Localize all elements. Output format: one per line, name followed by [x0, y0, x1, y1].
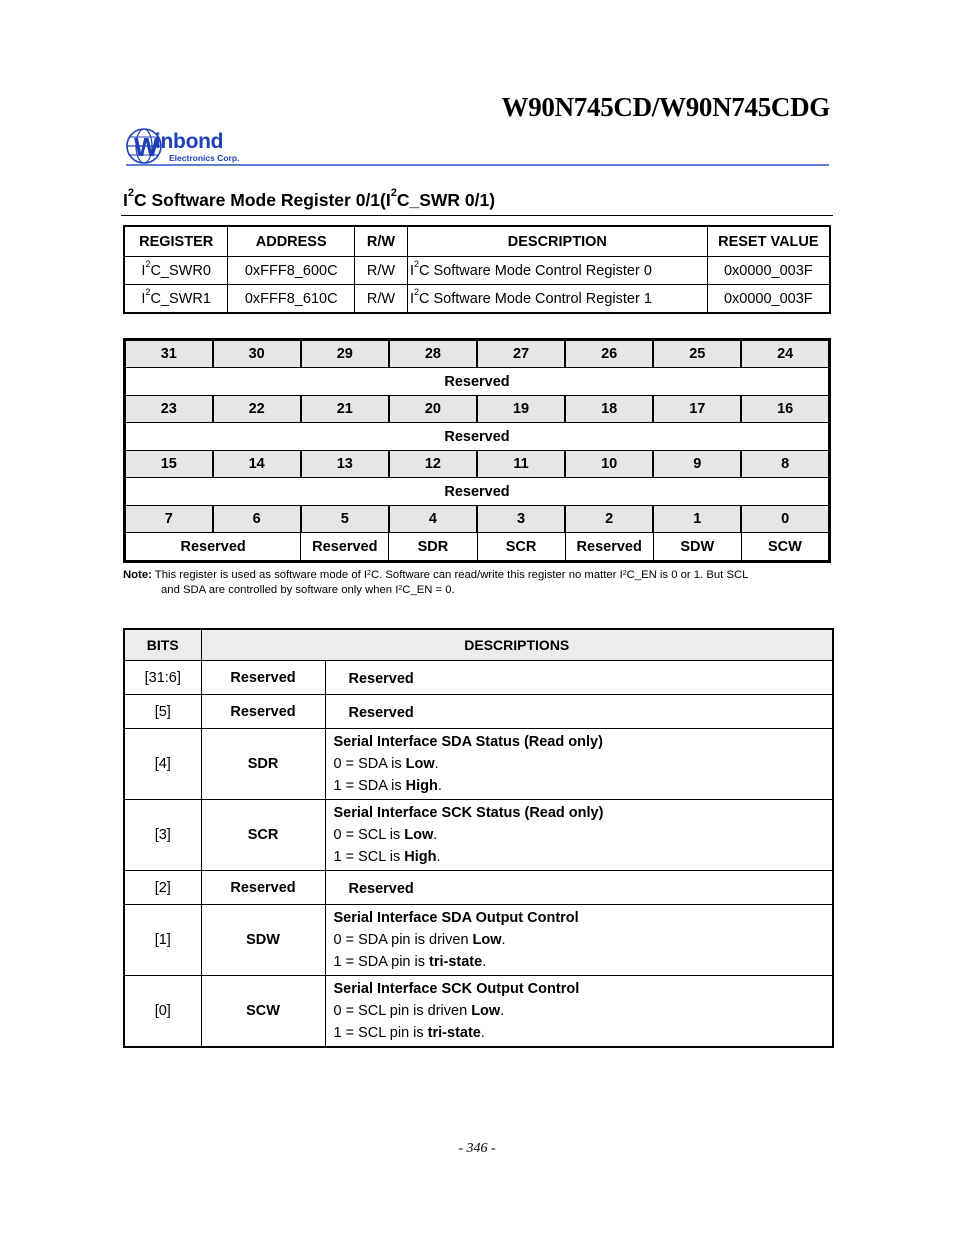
logo-brand-text: inbond: [155, 130, 224, 153]
register-address: 0xFFF8_600C: [228, 257, 355, 285]
bit-number: 25: [653, 340, 741, 368]
table-header-row: [124, 226, 830, 257]
header-reset-value: RESET VALUE: [707, 226, 830, 257]
register-description: $I^2C$ Software Mode Control Register 0: [407, 257, 707, 285]
bit-range: [1]: [124, 905, 201, 976]
table-header-row: [124, 629, 833, 661]
table-row: [124, 976, 833, 1048]
bit-field-reserved: Reserved: [565, 533, 653, 562]
bit-number: 22: [213, 396, 301, 423]
bit-number: 9: [653, 451, 741, 478]
bit-name: Reserved: [201, 661, 325, 695]
bit-number: 2: [565, 506, 653, 533]
bit-number: 17: [653, 396, 741, 423]
bit-description: Serial Interface SCK Status (Read only) 0 = SCL is Low. 1 = SCL is High.: [325, 800, 833, 871]
bit-description: Reserved: [325, 695, 833, 729]
logo-initial: W: [134, 132, 159, 162]
winbond-logo: [126, 126, 266, 166]
document-title: W90N745CD/W90N745CDG: [501, 92, 830, 122]
bit-field-row: [125, 478, 830, 506]
bit-field-reserved: Reserved: [125, 533, 301, 562]
header-rw: R/W: [355, 226, 408, 257]
register-name: $I^2C\_SWR0$: [124, 257, 228, 285]
bit-field-reserved: Reserved: [125, 368, 830, 396]
bit-name: SCW: [201, 976, 325, 1048]
bit-number: 13: [301, 451, 389, 478]
bit-field-row: [125, 423, 830, 451]
bit-number: 3: [477, 506, 565, 533]
bit-number: 26: [565, 340, 653, 368]
bit-name: Reserved: [201, 871, 325, 905]
bit-name: SDW: [201, 905, 325, 976]
bit-number: 24: [741, 340, 829, 368]
bit-number: 29: [301, 340, 389, 368]
register-address: 0xFFF8_610C: [228, 285, 355, 314]
bit-number: 4: [389, 506, 477, 533]
bit-number: 18: [565, 396, 653, 423]
bit-number: 21: [301, 396, 389, 423]
bit-field-scr: SCR: [477, 533, 565, 562]
bit-name: SDR: [201, 729, 325, 800]
table-row: [124, 800, 833, 871]
header-descriptions: DESCRIPTIONS: [201, 629, 833, 661]
table-row: [124, 257, 830, 285]
bit-field-sdr: SDR: [389, 533, 477, 562]
section-title: $I^2C$ Software Mode Register $0/1(I^2C\_SWR$ 0/1): [123, 187, 496, 210]
bit-description: Serial Interface SDA Status (Read only) 0 = SDA is Low. 1 = SDA is High.: [325, 729, 833, 800]
bit-number: 16: [741, 396, 829, 423]
bit-number-row: [125, 506, 830, 533]
bit-number: 1: [653, 506, 741, 533]
bit-field-sdw: SDW: [653, 533, 741, 562]
bit-number-row: [125, 451, 830, 478]
bit-description: Serial Interface SDA Output Control 0 = SDA pin is driven Low. 1 = SDA pin is tri-state.: [325, 905, 833, 976]
bit-description-table: [123, 628, 834, 1048]
bit-range: [4]: [124, 729, 201, 800]
logo-subtitle: Electronics Corp.: [169, 153, 240, 163]
header-divider: [126, 164, 829, 166]
register-reset-value: 0x0000_003F: [707, 257, 830, 285]
bit-field-row: [125, 368, 830, 396]
register-summary-table: [123, 225, 831, 314]
bit-number: 19: [477, 396, 565, 423]
bit-number: 28: [389, 340, 477, 368]
bit-number: 0: [741, 506, 829, 533]
bit-range: [3]: [124, 800, 201, 871]
bit-description: Reserved: [325, 661, 833, 695]
bit-number: 5: [301, 506, 389, 533]
register-name: $I^2C\_SWR1$: [124, 285, 228, 314]
bit-number-row: [125, 396, 830, 423]
bit-field-reserved: Reserved: [301, 533, 389, 562]
table-row: [124, 905, 833, 976]
bit-field-reserved: Reserved: [125, 423, 830, 451]
table-row: [124, 871, 833, 905]
bit-range: [31:6]: [124, 661, 201, 695]
bit-number: 11: [477, 451, 565, 478]
header-register: REGISTER: [124, 226, 228, 257]
register-description: $I^2C$ Software Mode Control Register 1: [407, 285, 707, 314]
bit-number: 30: [213, 340, 301, 368]
bit-map-table: [123, 338, 831, 563]
bit-number: 27: [477, 340, 565, 368]
register-rw: R/W: [355, 257, 408, 285]
table-row: [124, 285, 830, 314]
bit-number: 23: [125, 396, 213, 423]
register-rw: R/W: [355, 285, 408, 314]
bit-range: [5]: [124, 695, 201, 729]
section-divider: [121, 215, 833, 216]
bit-number: 6: [213, 506, 301, 533]
bit-number: 7: [125, 506, 213, 533]
register-note: Note: This register is used as software mode of $I^2C$. Software can read/write this register no matter $I^2C\_EN$ is 0 or 1. But SCL and SDA are controlled by software only when $I^2C\_EN = 0$.: [123, 569, 749, 596]
bit-number: 12: [389, 451, 477, 478]
bit-number: 20: [389, 396, 477, 423]
register-reset-value: 0x0000_003F: [707, 285, 830, 314]
note-label: Note:: [123, 569, 152, 581]
header-bits: BITS: [124, 629, 201, 661]
bit-number: 8: [741, 451, 829, 478]
header-description: DESCRIPTION: [407, 226, 707, 257]
bit-description: Serial Interface SCK Output Control 0 = SCL pin is driven Low. 1 = SCL pin is tri-state.: [325, 976, 833, 1048]
bit-number: 31: [125, 340, 213, 368]
bit-field-row: [125, 533, 830, 562]
table-row: [124, 695, 833, 729]
bit-number: 15: [125, 451, 213, 478]
table-row: [124, 661, 833, 695]
header-address: ADDRESS: [228, 226, 355, 257]
table-row: [124, 729, 833, 800]
bit-number: 10: [565, 451, 653, 478]
bit-range: [0]: [124, 976, 201, 1048]
bit-range: [2]: [124, 871, 201, 905]
bit-name: Reserved: [201, 695, 325, 729]
bit-number-row: [125, 340, 830, 368]
bit-number: 14: [213, 451, 301, 478]
page-number: - 346 -: [458, 1141, 496, 1156]
bit-name: SCR: [201, 800, 325, 871]
bit-field-reserved: Reserved: [125, 478, 830, 506]
bit-description: Reserved: [325, 871, 833, 905]
bit-field-scw: SCW: [741, 533, 829, 562]
